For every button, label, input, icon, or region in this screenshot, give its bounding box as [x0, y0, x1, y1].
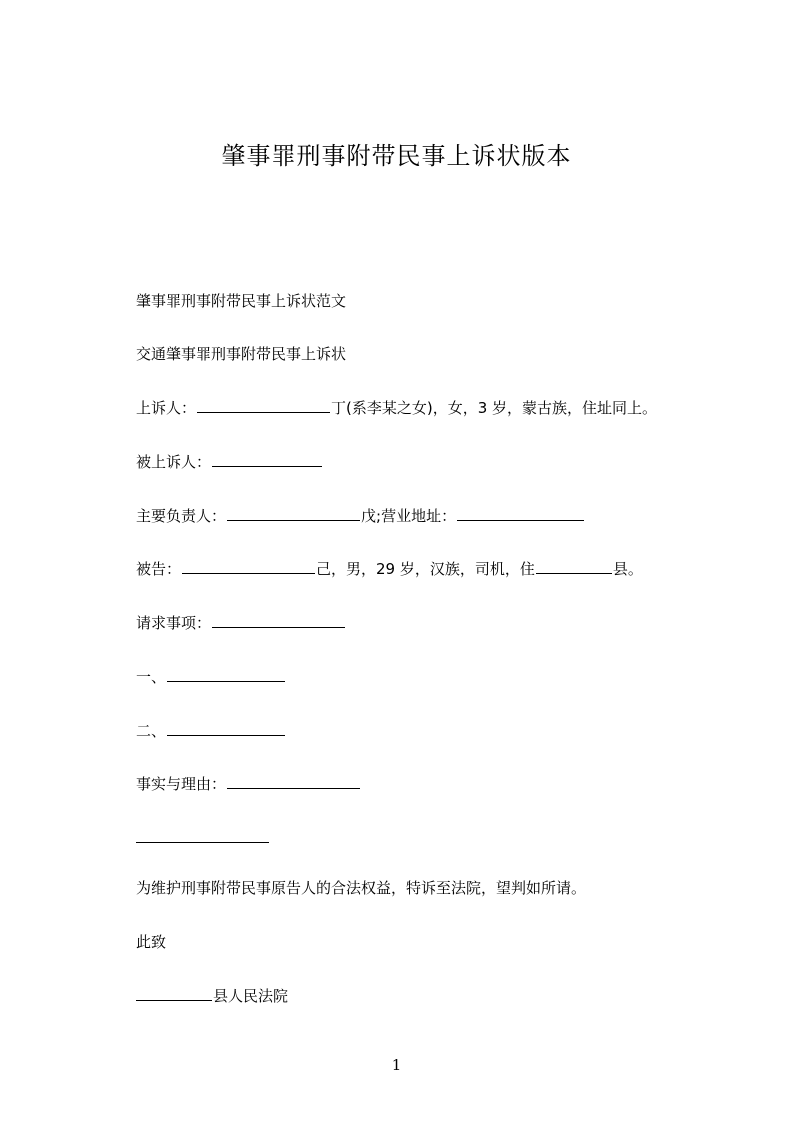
claim2-line [136, 721, 286, 741]
appellant-blank[interactable] [197, 398, 330, 413]
claim1-label: 一、 [136, 668, 167, 686]
responsible-label: 主要负责人： [136, 507, 227, 525]
subtitle-petition-text: 交通肇事罪刑事附带民事上诉状 [136, 345, 347, 363]
claim2-label: 二、 [136, 722, 167, 740]
claim2-blank[interactable] [167, 721, 285, 736]
claims-blank[interactable] [212, 613, 345, 628]
claim1-line [136, 667, 286, 687]
court-suffix: 县人民法院 [213, 987, 289, 1005]
claims-line [136, 613, 346, 633]
business-address-blank[interactable] [457, 506, 584, 521]
document-title: 肇事罪刑事附带民事上诉状版本 [221, 142, 572, 170]
appellant-label: 上诉人： [136, 399, 197, 417]
court-county-blank[interactable] [136, 986, 212, 1001]
subtitle-petition [136, 344, 346, 364]
responsible-line [136, 506, 585, 526]
subtitle-sample [136, 291, 346, 311]
appellant-text: 丁(系李某之女)，女，3 岁，蒙古族，住址同上。 [331, 399, 658, 417]
responsible-blank[interactable] [227, 506, 360, 521]
facts-continuation-line [136, 828, 270, 848]
appellee-line [136, 452, 323, 472]
defendant-text: 己，男，29 岁，汉族，司机，住 [316, 560, 535, 578]
defendant-blank[interactable] [182, 559, 315, 574]
court-line [136, 986, 288, 1006]
responsible-text: 戊;营业地址： [361, 507, 457, 525]
defendant-label: 被告： [136, 560, 182, 578]
appellee-blank[interactable] [212, 452, 322, 467]
facts-continuation-blank[interactable] [136, 828, 269, 843]
defendant-suffix: 县。 [612, 560, 643, 578]
facts-label: 事实与理由： [136, 775, 227, 793]
facts-line [136, 774, 361, 794]
appellee-label: 被上诉人： [136, 453, 212, 471]
defendant-county-blank[interactable] [536, 559, 612, 574]
facts-blank[interactable] [227, 774, 360, 789]
closing-text: 为维护刑事附带民事原告人的合法权益，特诉至法院，望判如所请。 [136, 879, 587, 897]
salutation-line [136, 932, 166, 952]
appellant-line [136, 398, 657, 418]
salutation-text: 此致 [136, 933, 167, 951]
subtitle-sample-text: 肇事罪刑事附带民事上诉状范文 [136, 292, 347, 310]
defendant-line [136, 559, 643, 579]
page-number: 1 [391, 1056, 402, 1074]
claim1-blank[interactable] [167, 667, 285, 682]
closing-line [136, 878, 586, 898]
claims-label: 请求事项： [136, 614, 212, 632]
